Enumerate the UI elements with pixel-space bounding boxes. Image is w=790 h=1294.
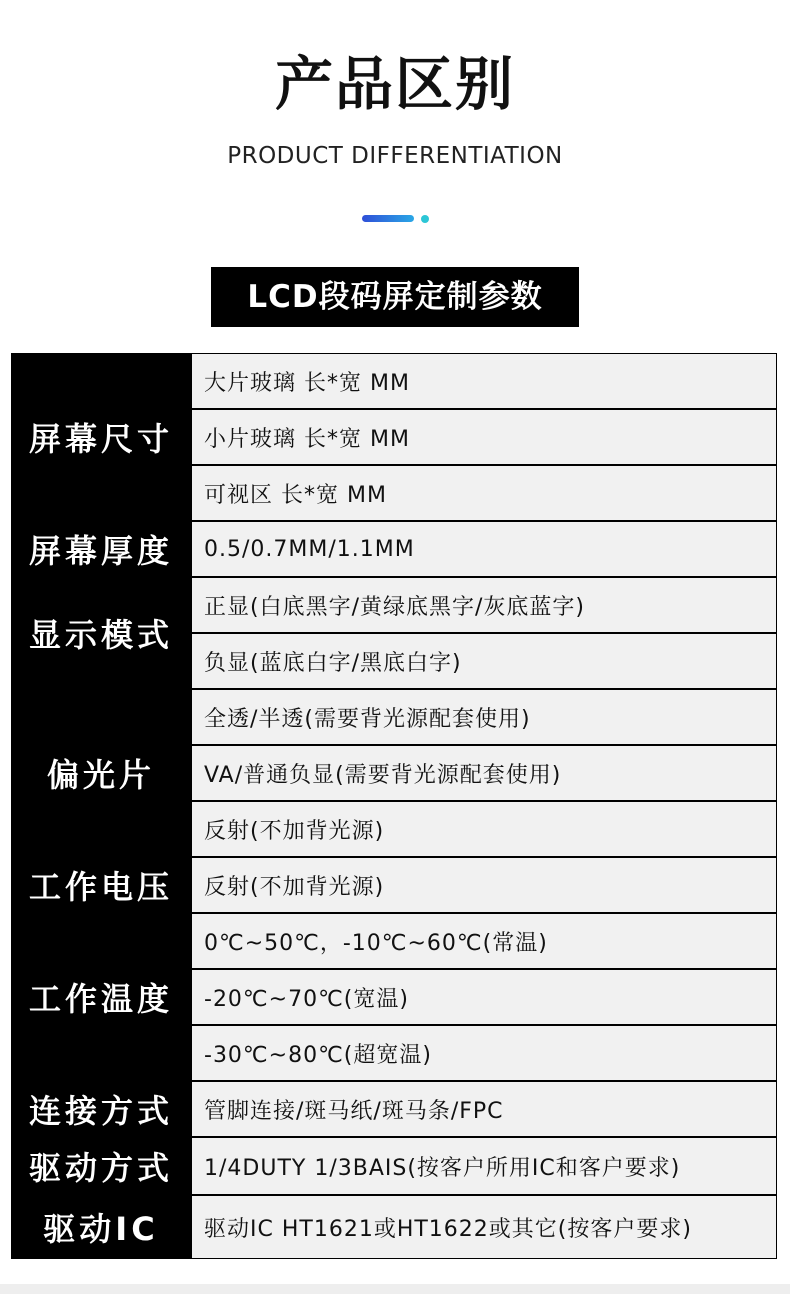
spec-value: -30℃~80℃(超宽温) <box>192 1026 776 1080</box>
page-title: 产品区别 <box>274 50 515 118</box>
spec-label: 连接方式 <box>12 1082 190 1136</box>
spec-value: 正显(白底黑字/黄绿底黑字/灰底蓝字) <box>192 578 776 632</box>
section-banner: LCD段码屏定制参数 <box>211 267 579 327</box>
spec-label: 工作电压 <box>12 858 190 912</box>
decorative-bar <box>362 215 414 222</box>
spec-value: 大片玻璃 长*宽 MM <box>192 354 776 408</box>
spec-value: 反射(不加背光源) <box>192 802 776 856</box>
spec-label: 屏幕尺寸 <box>12 354 190 520</box>
spec-group-driver-ic <box>12 1196 776 1258</box>
spec-label: 工作温度 <box>12 914 190 1080</box>
page-subtitle: PRODUCT DIFFERENTIATION <box>227 143 563 169</box>
spec-group-operating-temperature <box>12 914 776 1080</box>
spec-value: 反射(不加背光源) <box>192 858 776 912</box>
spec-label: 驱动方式 <box>12 1138 190 1194</box>
spec-value: 负显(蓝底白字/黑底白字) <box>192 634 776 688</box>
spec-value: 全透/半透(需要背光源配套使用) <box>192 690 776 744</box>
spec-value: -20℃~70℃(宽温) <box>192 970 776 1024</box>
spec-group-screen-thickness <box>12 522 776 576</box>
spec-label: 驱动IC <box>12 1196 190 1258</box>
spec-value: 可视区 长*宽 MM <box>192 466 776 520</box>
spec-value: 小片玻璃 长*宽 MM <box>192 410 776 464</box>
spec-value: 0℃~50℃，-10℃~60℃(常温) <box>192 914 776 968</box>
spec-value: 驱动IC HT1621或HT1622或其它(按客户要求) <box>192 1196 776 1258</box>
spec-group-connection <box>12 1082 776 1136</box>
spec-label: 屏幕厚度 <box>12 522 190 576</box>
spec-group-operating-voltage <box>12 858 776 912</box>
spec-group-display-mode <box>12 578 776 688</box>
spec-label: 偏光片 <box>12 690 190 856</box>
spec-value: 0.5/0.7MM/1.1MM <box>192 522 776 576</box>
spec-value: VA/普通负显(需要背光源配套使用) <box>192 746 776 800</box>
spec-label: 显示模式 <box>12 578 190 688</box>
spec-group-screen-size <box>12 354 776 520</box>
spec-table <box>11 353 777 1259</box>
bottom-strip <box>0 1284 790 1294</box>
spec-group-drive-mode <box>12 1138 776 1194</box>
decorative-dot <box>421 215 429 223</box>
spec-group-polarizer <box>12 690 776 856</box>
spec-value: 1/4DUTY 1/3BAIS(按客户所用IC和客户要求) <box>192 1138 776 1194</box>
spec-value: 管脚连接/斑马纸/斑马条/FPC <box>192 1082 776 1136</box>
